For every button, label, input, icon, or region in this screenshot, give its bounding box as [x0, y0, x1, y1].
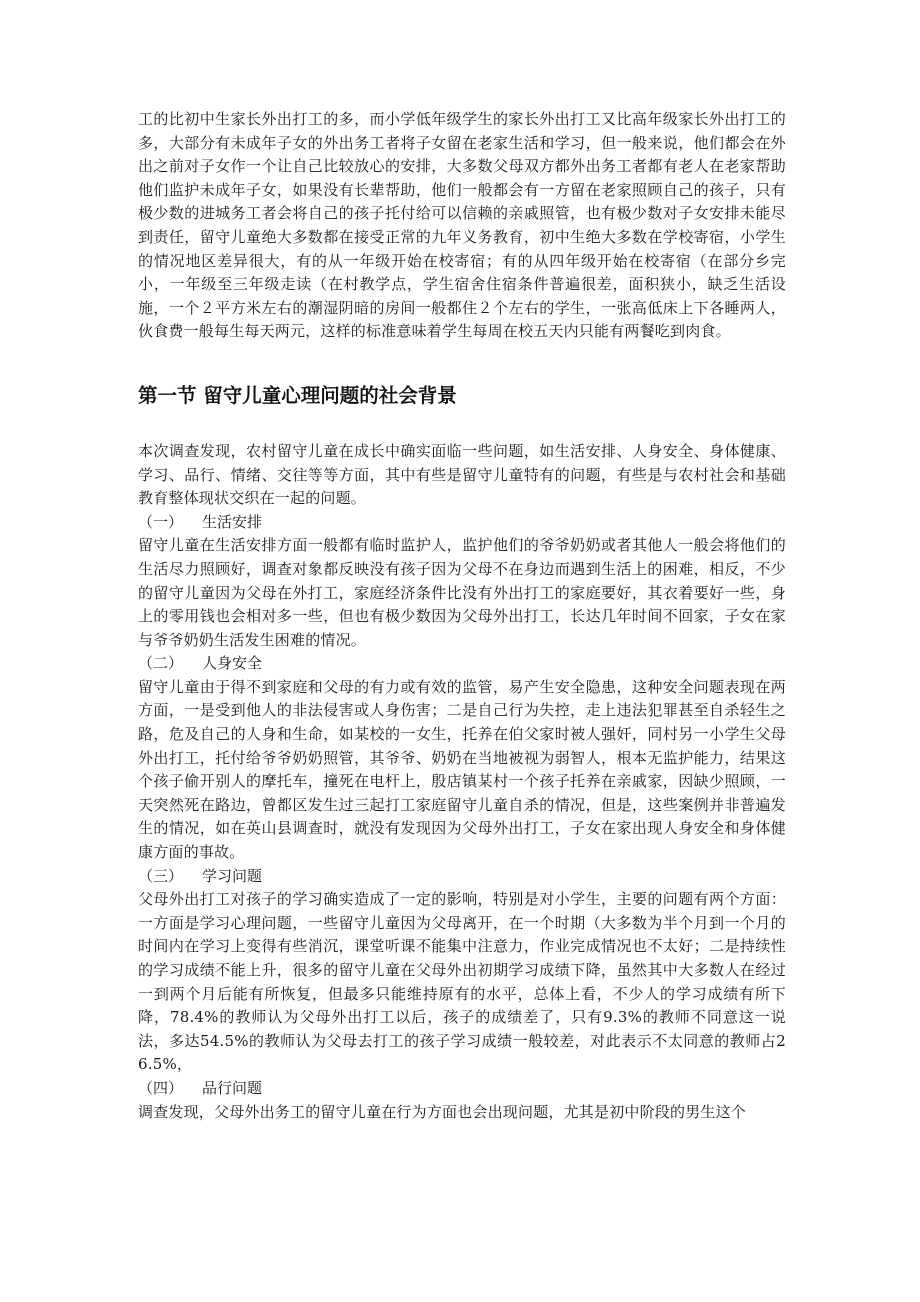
document-page — [138, 108, 786, 1124]
subsection-heading-4 — [138, 1077, 786, 1101]
subsection-heading-1 — [138, 511, 786, 535]
section-overview: 本次调查发现，农村留守儿童在成长中确实面临一些问题，如生活安排、人身安全、身体健康、学习、品行、情绪、交往等等方面，其中有些是留守儿童特有的问题，有些是与农村社会和基础教育整体现状交织在一起的问题。 — [138, 441, 786, 508]
section-title: 第一节 留守儿童心理问题的社会背景 — [138, 383, 457, 407]
spacer — [138, 344, 786, 382]
subsection-body-4: 调查发现，父母外出务工的留守儿童在行为方面也会出现问题，尤其是初中阶段的男生这个 — [138, 1102, 747, 1121]
subsection-heading-2 — [138, 652, 786, 676]
subsection-title: 生活安排 — [202, 512, 263, 531]
intro-paragraph: 工的比初中生家长外出打工的多，而小学低年级学生的家长外出打工又比高年级家长外出打工的多，大部分有未成年子女的外出务工者将子女留在老家生活和学习，但一般来说，他们都会在外出之前对子女作一个让自己比较放心的安排，大多数父母双方都外出务工者都有老人在老家帮助他们监护未成年子女，如果没有长辈帮助，他们一般都会有一方留在老家照顾自己的孩子，只有极少数的进城务工者会将自己的孩子托付给可以信赖的亲戚照管，也有极少数对子女安排未能尽到责任，留守儿童绝大多数都在接受正常的九年义务教育，初中生绝大多数在学校寄宿，小学生的情况地区差异很大，有的从一年级开始在校寄宿；有的从四年级开始在校寄宿（在部分乡完小，一年级至三年级走读（在村教学点，学生宿舍住宿条件普遍很差，面积狭小，缺乏生活设施，一个２平方米左右的潮湿阴暗的房间一般都住２个左右的学生，一张高低床上下各睡两人，伙食费一般每生每天两元，这样的标准意味着学生每周在校五天内只能有两餐吃到肉食。 — [138, 110, 786, 341]
subsection-number: （三） — [138, 866, 184, 885]
subsection-body-2: 留守儿童由于得不到家庭和父母的有力或有效的监管，易产生安全隐患，这种安全问题表现在两方面，一是受到他人的非法侵害或人身伤害；二是自己行为失控，走上违法犯罪甚至自杀轻生之路，危及自己的人身和生命，如某校的一女生，托养在伯父家时被人强奸，同村另一小学生父母外出打工，托付给爷爷奶奶照管，其爷爷、奶奶在当地被视为弱智人，根本无监护能力，结果这个孩子偷开别人的摩托车，撞死在电杆上，殷店镇某村一个孩子托养在亲戚家，因缺少照顾，一天突然死在路边，曾都区发生过三起打工家庭留守儿童自杀的情况，但是，这些案例并非普遍发生的情况，如在英山县调查时，就没有发现因为父母外出打工，子女在家出现人身安全和身体健康方面的事故。 — [138, 677, 786, 862]
subsection-body-1: 留守儿童在生活安排方面一般都有临时监护人，监护他们的爷爷奶奶或者其他人一般会将他们的生活尽力照顾好，调查对象都反映没有孩子因为父母不在身边而遇到生活上的困难，相反，不少的留守儿童因为父母在外打工，家庭经济条件比没有外出打工的家庭要好，其衣着要好一些，身上的零用钱也会相对多一些，但也有极少数因为父母外出打工，长达几年时间不回家，子女在家与爷爷奶奶生活发生困难的情况。 — [138, 536, 786, 649]
subsection-number: （四） — [138, 1078, 184, 1097]
subsection-number: （二） — [138, 654, 184, 673]
subsection-body-3: 父母外出打工对孩子的学习确实造成了一定的影响，特别是对小学生，主要的问题有两个方面：一方面是学习心理问题，一些留守儿童因为父母离开，在一个时期（大多数为半个月到一个月的时间内在学习上变得有些消沉，课堂听课不能集中注意力，作业完成情况也不太好；二是持续性的学习成绩不能上升，很多的留守儿童在父母外出初期学习成绩下降，虽然其中大多数人在经过一到两个月后能有所恢复，但最多只能维持原有的水平，总体上看，不少人的学习成绩有所下降，78.4%的教师认为父母外出打工以后，孩子的成绩差了，只有9.3%的教师不同意这一说法，多达54.5%的教师认为父母去打工的孩子学习成绩一般较差，对此表示不太同意的教师占26.5%， — [138, 890, 786, 1074]
subsection-title: 品行问题 — [202, 1078, 263, 1097]
subsection-title: 人身安全 — [202, 654, 263, 673]
spacer — [138, 410, 786, 440]
subsection-number: （一） — [138, 512, 184, 531]
subsection-heading-3 — [138, 865, 786, 889]
subsection-title: 学习问题 — [202, 866, 263, 885]
